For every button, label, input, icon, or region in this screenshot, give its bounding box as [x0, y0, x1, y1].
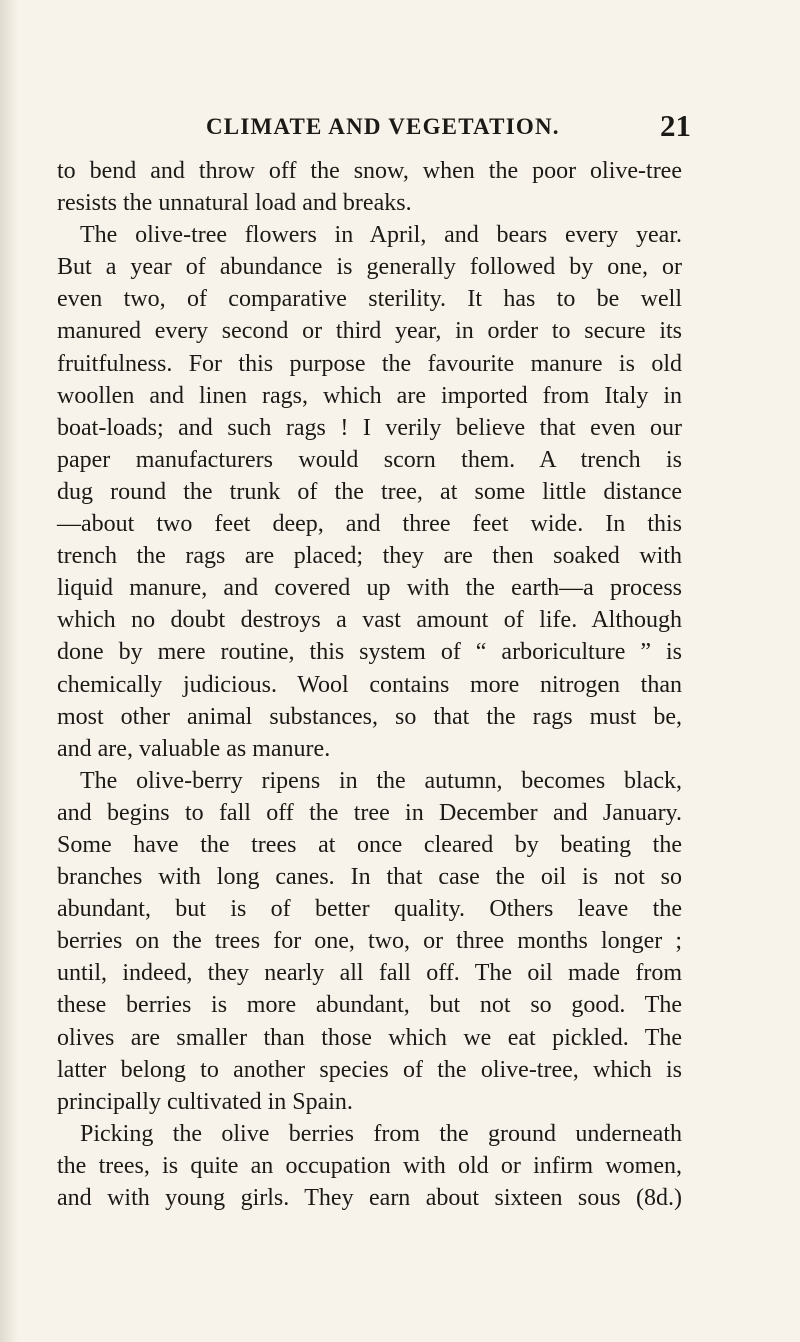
text-line: principally cultivated in Spain. — [57, 1088, 353, 1115]
text-line: Some have the trees at once cleared by beating the — [57, 831, 682, 858]
text-line: these berries is more abundant, but not so good. The — [57, 992, 682, 1019]
text-line: and with young girls. They earn about sixteen sous (8d.) — [57, 1185, 682, 1211]
text-line: trench the rags are placed; they are then soaked with — [57, 543, 682, 570]
text-line: and begins to fall off the tree in December and January. — [57, 799, 682, 826]
text-line: But a year of abundance is generally followed by one, or — [57, 254, 682, 281]
text-line: the trees, is quite an occupation with old or infirm women, — [57, 1152, 682, 1179]
text-line: olives are smaller than those which we eat pickled. The — [57, 1024, 682, 1051]
text-line: Picking the olive berries from the ground underneath — [80, 1120, 682, 1147]
text-line: The olive-tree flowers in April, and bears every year. — [80, 222, 682, 249]
text-line: —about two feet deep, and three feet wide. In this — [57, 511, 682, 538]
text-line: berries on the trees for one, two, or three months longer ; — [57, 928, 682, 955]
running-head: CLIMATE AND VEGETATION. — [206, 114, 560, 139]
page-header — [0, 108, 800, 148]
text-line: manured every second or third year, in order to secure its — [57, 318, 682, 345]
text-line: dug round the trunk of the tree, at some little distance — [57, 478, 682, 505]
text-line: most other animal substances, so that the rags must be, — [57, 703, 682, 730]
text-line: abundant, but is of better quality. Others leave the — [57, 896, 682, 923]
text-line: The olive-berry ripens in the autumn, becomes black, — [80, 767, 682, 794]
text-line: and are, valuable as manure. — [57, 735, 331, 762]
text-line: chemically judicious. Wool contains more nitrogen than — [57, 671, 682, 698]
text-line: paper manufacturers would scorn them. A trench is — [57, 446, 682, 473]
text-line: which no doubt destroys a vast amount of life. Although — [57, 607, 682, 634]
text-line: boat-loads; and such rags ! I verily believe that even our — [57, 414, 682, 441]
text-line: to bend and throw off the snow, when the poor olive-tree — [57, 158, 682, 184]
text-line: woollen and linen rags, which are imported from Italy in — [57, 382, 682, 409]
text-line: done by mere routine, this system of “ arboriculture ” is — [57, 639, 682, 666]
text-line: liquid manure, and covered up with the earth—a process — [57, 575, 682, 602]
text-line: until, indeed, they nearly all fall off. The oil made from — [57, 960, 682, 987]
text-line: latter belong to another species of the olive-tree, which is — [57, 1056, 682, 1083]
page-gutter-shadow — [0, 0, 18, 1342]
text-line: fruitfulness. For this purpose the favourite manure is old — [57, 350, 682, 377]
text-line: resists the unnatural load and breaks. — [57, 190, 412, 217]
body-text — [57, 155, 682, 1214]
text-line: branches with long canes. In that case the oil is not so — [57, 864, 682, 891]
page-number: 21 — [660, 108, 691, 143]
text-line: even two, of comparative sterility. It has to be well — [57, 286, 682, 313]
